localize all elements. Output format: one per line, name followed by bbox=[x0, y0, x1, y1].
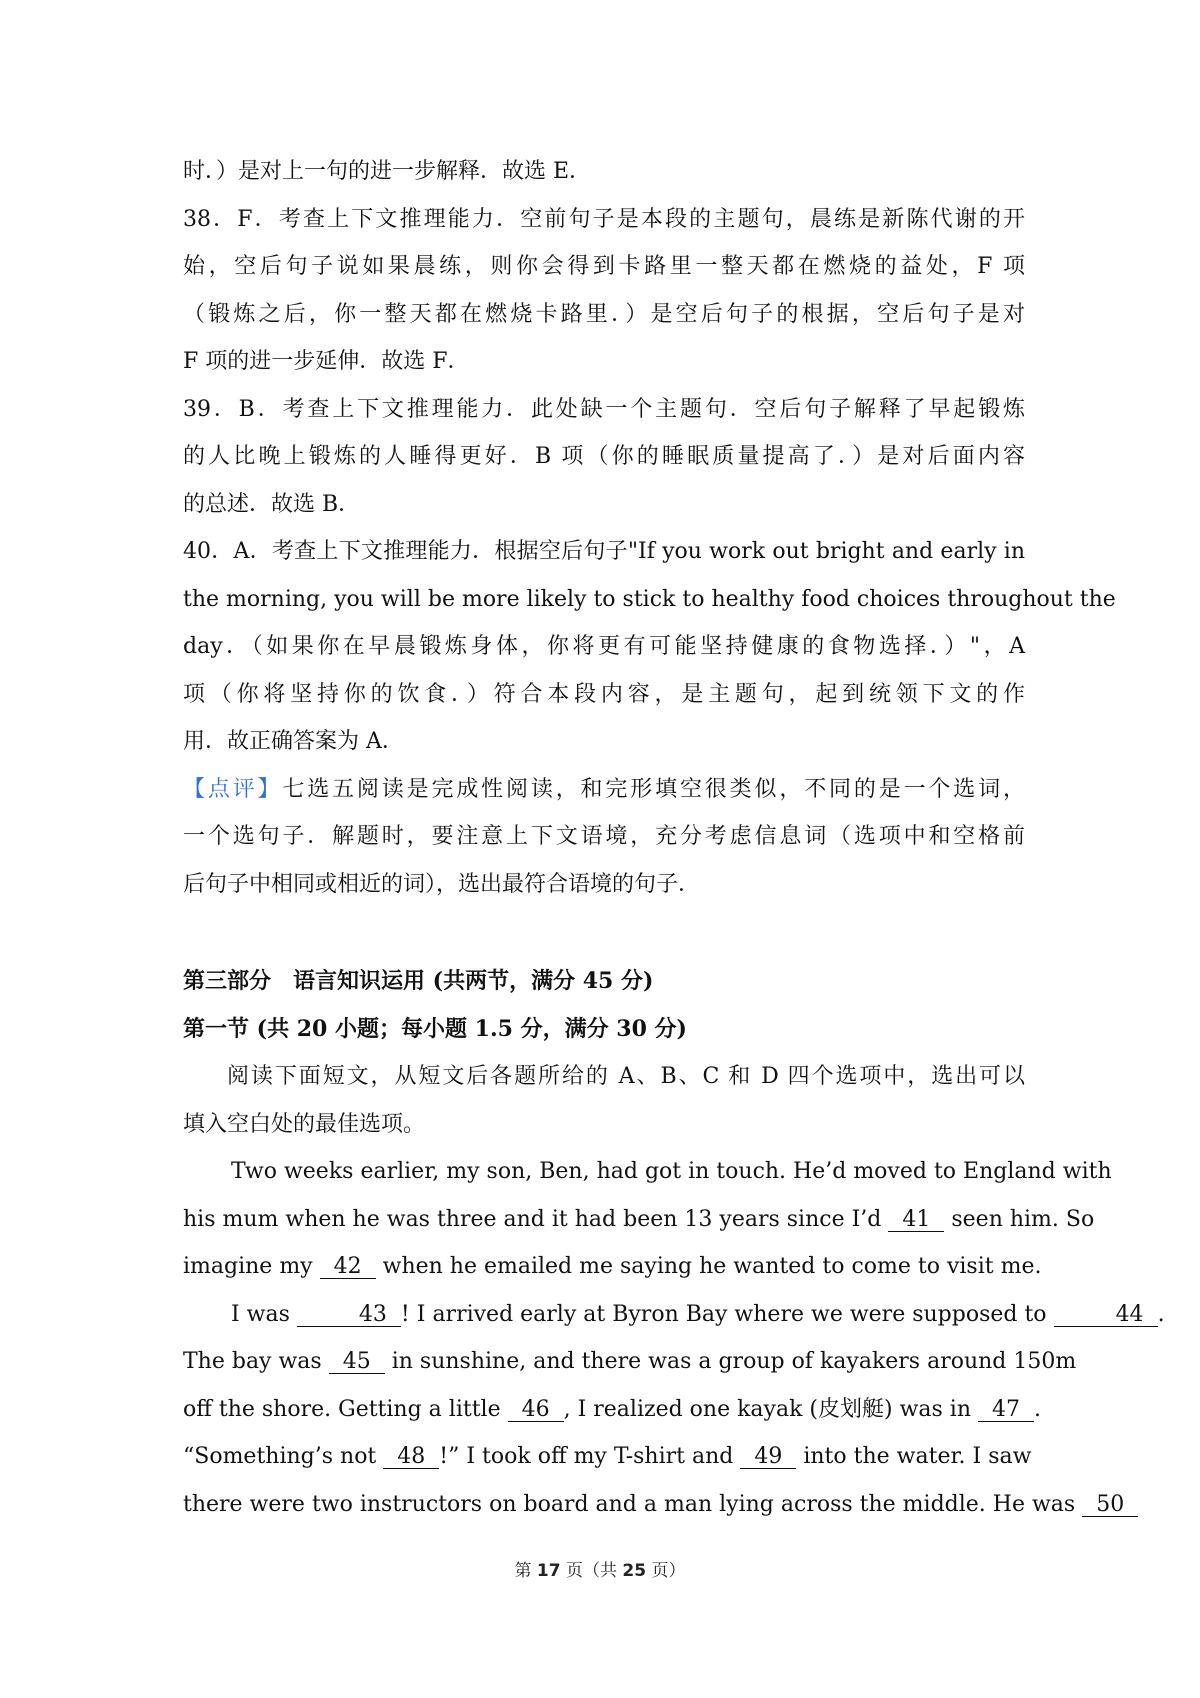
footer-prefix: 第 bbox=[514, 1561, 532, 1581]
blank-48: 48 bbox=[383, 1446, 439, 1469]
passage-text: seen him. So bbox=[951, 1206, 1095, 1232]
q38-line-2: 始，空后句子说如果晨练，则你会得到卡路里一整天都在燃烧的益处，F 项 bbox=[183, 254, 1025, 279]
passage-text: his mum when he was three and it had been 13 years since I’d bbox=[183, 1206, 882, 1232]
part-title: 第三部分 语言知识运用 (共两节，满分 45 分) bbox=[183, 968, 654, 994]
q40-line-3: day．（如果你在早晨锻炼身体，你将更有可能坚持健康的食物选择．）"，A bbox=[183, 634, 1025, 659]
blank-44: 44 bbox=[1054, 1304, 1158, 1327]
passage-text: ! I arrived early at Byron Bay where we were supposed to bbox=[400, 1301, 1047, 1327]
q39-line-2: 的人比晚上锻炼的人睡得更好．B 项（你的睡眠质量提高了．）是对后面内容 bbox=[183, 444, 1025, 469]
passage-p2-line-3 bbox=[183, 1386, 1042, 1434]
passage-text: imagine my bbox=[183, 1254, 313, 1279]
passage-text: when he emailed me saying he wanted to come to visit me. bbox=[382, 1254, 1042, 1279]
passage-p1-line-2 bbox=[183, 1196, 1095, 1244]
passage-p2-line-1 bbox=[183, 1291, 1165, 1339]
passage-text: , I realized one kayak (皮划艇) was in bbox=[563, 1396, 972, 1422]
instructions-line-1: 阅读下面短文，从短文后各题所给的 A、B、C 和 D 四个选项中，选出可以 bbox=[227, 1064, 1025, 1089]
comment-label: 【点评】 bbox=[183, 776, 283, 802]
q38-line-1: 38．F．考查上下文推理能力．空前句子是本段的主题句，晨练是新陈代谢的开 bbox=[183, 206, 1025, 232]
q39-line-1: 39．B．考查上下文推理能力．此处缺一个主题句．空后句子解释了早起锻炼 bbox=[183, 396, 1025, 422]
q38-line-4: F 项的进一步延伸．故选 F． bbox=[183, 349, 470, 374]
page-footer bbox=[0, 1556, 1200, 1581]
passage-text: The bay was bbox=[183, 1349, 322, 1374]
passage-p2-line-4 bbox=[183, 1433, 1032, 1481]
passage-text: . bbox=[1034, 1396, 1042, 1422]
comment-line-1 bbox=[183, 766, 1025, 814]
passage-text: I was bbox=[231, 1301, 290, 1327]
footer-suffix: 页） bbox=[651, 1561, 686, 1581]
q38-line-3: （锻炼之后，你一整天都在燃烧卡路里．）是空后句子的根据，空后句子是对 bbox=[183, 301, 1025, 327]
blank-46: 46 bbox=[508, 1399, 564, 1422]
blank-45: 45 bbox=[329, 1351, 385, 1374]
footer-total-pages: 25 bbox=[622, 1561, 647, 1581]
instructions-line-2: 填入空白处的最佳选项。 bbox=[183, 1111, 426, 1137]
passage-text: . bbox=[1157, 1301, 1165, 1327]
passage-text: off the shore. Getting a little bbox=[183, 1396, 501, 1422]
section-gap bbox=[183, 908, 1025, 958]
blank-43: 43 bbox=[297, 1304, 401, 1327]
passage-p1-line-3 bbox=[183, 1243, 1042, 1291]
analysis-line: 时．）是对上一句的进一步解释．故选 E． bbox=[183, 159, 592, 184]
passage-text: there were two instructors on board and a man lying across the middle. He was bbox=[183, 1491, 1076, 1517]
comment-line-3: 后句子中相同或相近的词），选出最符合语境的句子． bbox=[183, 871, 701, 897]
blank-50: 50 bbox=[1082, 1494, 1138, 1517]
q39-line-3: 的总述．故选 B． bbox=[183, 491, 361, 517]
q40-line-1: 40．A．考查上下文推理能力．根据空后句子"If you work out bright and early in bbox=[183, 539, 1025, 564]
footer-page-number: 17 bbox=[536, 1561, 561, 1581]
blank-42: 42 bbox=[320, 1256, 376, 1279]
blank-49: 49 bbox=[740, 1446, 796, 1469]
passage-text: into the water. I saw bbox=[803, 1444, 1032, 1469]
q40-line-2: the morning, you will be more likely to stick to healthy food choices throughout the bbox=[183, 586, 1116, 612]
passage-text: “Something’s not bbox=[183, 1444, 377, 1469]
q40-line-4: 项（你将坚持你的饮食．）符合本段内容，是主题句，起到统领下文的作 bbox=[183, 681, 1025, 707]
document-page bbox=[183, 148, 1165, 1528]
passage-text: !” I took off my T-shirt and bbox=[439, 1444, 734, 1469]
q40-line-5: 用．故正确答案为 A． bbox=[183, 729, 404, 754]
footer-middle: 页（共 bbox=[566, 1561, 617, 1581]
passage-p1-line-1: Two weeks earlier, my son, Ben, had got in touch. He’d moved to England with bbox=[231, 1159, 1112, 1184]
passage-text: in sunshine, and there was a group of kayakers around 150m bbox=[391, 1349, 1077, 1374]
blank-47: 47 bbox=[978, 1399, 1034, 1422]
passage-p2-line-2 bbox=[183, 1338, 1077, 1386]
comment-text: 七选五阅读是完成性阅读，和完形填空很类似，不同的是一个选词， bbox=[282, 776, 1025, 802]
passage-p2-line-5 bbox=[183, 1481, 1125, 1529]
comment-line-2: 一个选句子．解题时，要注意上下文语境，充分考虑信息词（选项中和空格前 bbox=[183, 824, 1025, 849]
sub-title: 第一节 (共 20 小题；每小题 1.5 分，满分 30 分) bbox=[183, 1015, 687, 1042]
blank-41: 41 bbox=[888, 1209, 944, 1232]
